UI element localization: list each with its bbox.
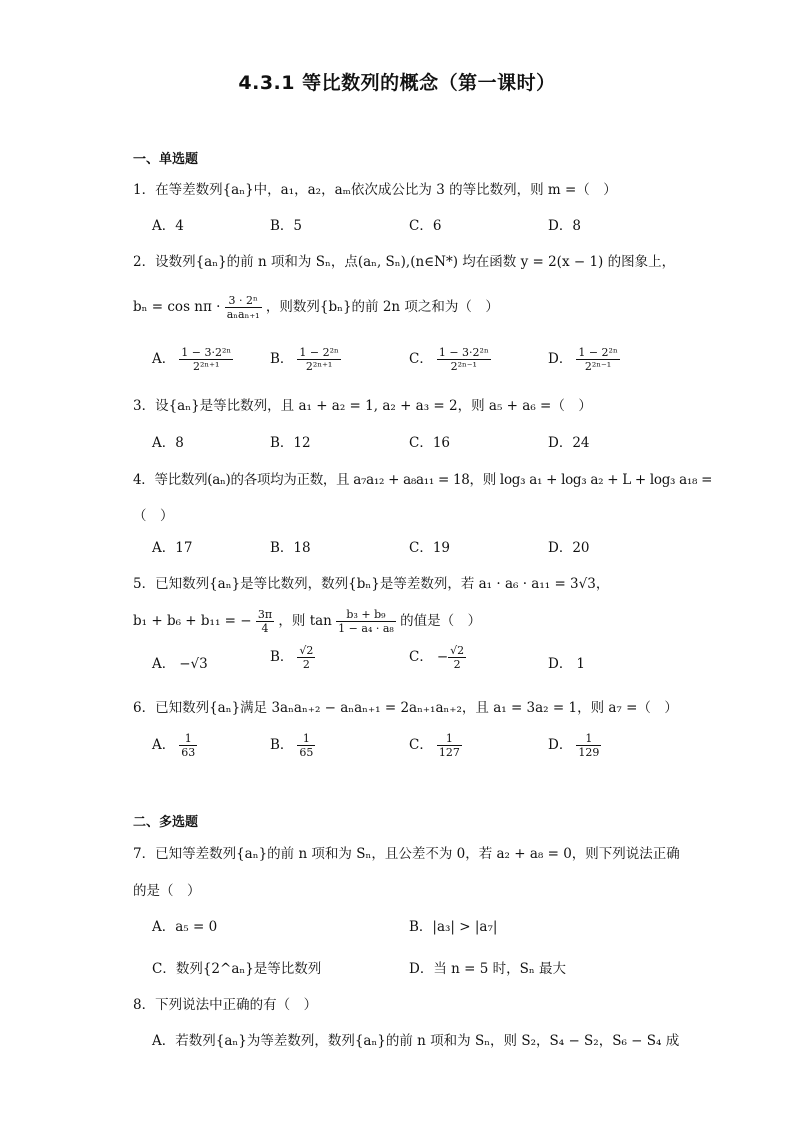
question-1-options xyxy=(152,214,672,244)
q6-option-b xyxy=(270,732,315,759)
section-multi-choice: 二、多选题 xyxy=(133,815,199,830)
q2-option-b-label: B． xyxy=(270,351,294,367)
q5-option-c-sign: − xyxy=(436,649,449,665)
q5-b-sum: b₁ + b₆ + b₁₁ = − xyxy=(133,613,252,629)
question-7-stem-line2: 的是（ ） xyxy=(133,883,201,899)
q6-option-c-label: C． xyxy=(409,737,433,753)
q5-option-c-den: 2 xyxy=(453,658,461,671)
question-3-options xyxy=(152,431,672,461)
q2-option-c xyxy=(409,346,491,373)
q2-option-d xyxy=(548,346,620,373)
question-6-stem: 6．已知数列{aₙ}满足 3aₙaₙ₊₂ − aₙaₙ₊₁ = 2aₙ₊₁aₙ₊₂，且 a₁ = 3a₂ = 1，则 a₇ =（ ） xyxy=(133,700,678,716)
q7-option-d: D．当 n = 5 时，Sₙ 最大 xyxy=(409,961,566,977)
q5-option-c-fraction xyxy=(448,644,466,671)
q5-option-a-label: A． xyxy=(152,656,176,672)
question-5-options xyxy=(152,644,672,682)
q7-option-c: C．数列{2^aₙ}是等比数列 xyxy=(152,961,322,977)
q5-option-a xyxy=(152,652,208,672)
q8-option-a: A．若数列{aₙ}为等差数列，数列{aₙ}的前 n 项和为 Sₙ，则 S₂，S₄ − S₂，S₆ − S₄ 成 xyxy=(152,1033,680,1049)
q5-tan-fraction xyxy=(336,608,396,635)
q4-option-a: A．17 xyxy=(152,540,193,556)
q6-option-b-den: 65 xyxy=(299,746,314,759)
q2-option-d-den: 2²ⁿ⁻¹ xyxy=(584,360,612,373)
q7-option-b: B．|a₃| > |a₇| xyxy=(409,919,498,935)
q2-option-a-label: A． xyxy=(152,351,176,367)
q2-option-a-num: 1 − 3·2²ⁿ xyxy=(181,346,232,359)
question-7-stem-line1: 7．已知等差数列{aₙ}的前 n 项和为 Sₙ，且公差不为 0，若 a₂ + a₈ = 0，则下列说法正确 xyxy=(133,846,680,862)
question-6-options xyxy=(152,732,672,762)
q5-option-d xyxy=(548,652,585,672)
q6-option-b-num: 1 xyxy=(297,732,315,746)
section-single-choice: 一、单选题 xyxy=(133,152,199,167)
q5-option-c-label: C． xyxy=(409,649,433,665)
q2-option-d-num: 1 − 2²ⁿ xyxy=(578,346,618,359)
q5-tan-text: ，则 tan xyxy=(278,613,332,629)
question-7-options-row1 xyxy=(152,915,672,945)
q5-option-b-fraction xyxy=(297,644,315,671)
q2-option-a-den: 2²ⁿ⁺¹ xyxy=(192,360,220,373)
q6-option-d xyxy=(548,732,601,759)
q2-option-b-fraction xyxy=(297,346,340,373)
q7-option-a: A．a₅ = 0 xyxy=(152,919,218,935)
q2-option-d-fraction xyxy=(576,346,619,373)
q5-option-c-num: √2 xyxy=(450,644,465,657)
question-5-stem-line2 xyxy=(133,608,673,635)
question-4-options xyxy=(152,536,672,566)
q4-option-d: D．20 xyxy=(548,540,590,556)
q6-option-c-fraction xyxy=(437,732,462,759)
q6-option-d-den: 129 xyxy=(578,746,600,759)
q2-option-a-fraction xyxy=(179,346,233,373)
q5-option-a-value: −√3 xyxy=(179,656,208,672)
q1-option-a: A．4 xyxy=(152,218,184,234)
q2-option-b-num: 1 − 2²ⁿ xyxy=(299,346,339,359)
q5-option-b xyxy=(270,644,315,671)
q2-option-a xyxy=(152,346,233,373)
q2-bn-numerator: 3 · 2ⁿ xyxy=(225,294,262,308)
q6-option-a-label: A． xyxy=(152,737,176,753)
q2-option-b-den: 2²ⁿ⁺¹ xyxy=(305,360,333,373)
q6-option-a-fraction xyxy=(179,732,197,759)
q6-option-a-num: 1 xyxy=(179,732,197,746)
q2-option-c-label: C． xyxy=(409,351,433,367)
question-1-stem: 1．在等差数列{aₙ}中，a₁，a₂，aₘ依次成公比为 3 的等比数列，则 m =（ ） xyxy=(133,182,617,198)
q1-option-b: B．5 xyxy=(270,218,303,234)
q5-question-suffix: 的值是（ ） xyxy=(400,613,482,629)
q4-option-b: B．18 xyxy=(270,540,311,556)
question-4-stem-line1: 4．等比数列(aₙ)的各项均为正数，且 a₇a₁₂ + a₈a₁₁ = 18，则 log₃ a₁ + log₃ a₂ + L + log₃ a₁₈ = xyxy=(133,472,713,488)
q3-option-c: C．16 xyxy=(409,435,451,451)
q6-option-c xyxy=(409,732,462,759)
q5-tan-den: 1 − a₄ · a₈ xyxy=(338,622,394,635)
q6-option-d-num: 1 xyxy=(576,732,601,746)
question-8-stem: 8．下列说法中正确的有（ ） xyxy=(133,997,318,1013)
q6-option-d-label: D． xyxy=(548,737,573,753)
q6-option-b-fraction xyxy=(297,732,315,759)
q6-option-c-den: 127 xyxy=(438,746,460,759)
q5-option-c xyxy=(409,644,466,671)
q5-pi-den: 4 xyxy=(261,622,269,635)
question-2-stem-line1: 2．设数列{aₙ}的前 n 项和为 Sₙ，点(aₙ, Sₙ),(n∈N*) 均在函数 y = 2(x − 1) 的图象上， xyxy=(133,254,676,270)
q2-option-c-den: 2²ⁿ⁻¹ xyxy=(450,360,477,373)
q2-option-d-label: D． xyxy=(548,351,573,367)
q6-option-b-label: B． xyxy=(270,737,294,753)
q4-option-c: C．19 xyxy=(409,540,451,556)
question-4-stem-line2: （ ） xyxy=(133,508,174,524)
q6-option-c-num: 1 xyxy=(437,732,462,746)
q5-pi-num: 3π xyxy=(257,608,273,621)
q1-option-c: C．6 xyxy=(409,218,442,234)
q2-option-b xyxy=(270,346,341,373)
question-7-options-row2 xyxy=(152,957,672,987)
q5-option-b-label: B． xyxy=(270,649,294,665)
q2-bn-prefix: bₙ = cos nπ · xyxy=(133,299,221,315)
question-5-stem-line1: 5．已知数列{aₙ}是等比数列，数列{bₙ}是等差数列，若 a₁ · a₆ · a₁₁ = 3√3， xyxy=(133,576,610,592)
question-3-stem: 3．设{aₙ}是等比数列，且 a₁ + a₂ = 1, a₂ + a₃ = 2，则 a₅ + a₆ =（ ） xyxy=(133,398,592,414)
q2-option-c-fraction xyxy=(437,346,491,373)
page-title: 4.3.1 等比数列的概念（第一课时） xyxy=(238,72,556,94)
q2-bn-fraction xyxy=(225,294,262,321)
q6-option-d-fraction xyxy=(576,732,601,759)
question-2-options xyxy=(152,346,672,376)
q5-pi-fraction xyxy=(256,608,274,635)
q1-option-d: D．8 xyxy=(548,218,581,234)
q3-option-a: A．8 xyxy=(152,435,184,451)
q2-bn-suffix: ，则数列{bₙ}的前 2n 项之和为（ ） xyxy=(265,299,499,315)
q5-option-d-label: D． xyxy=(548,656,573,672)
q6-option-a-den: 63 xyxy=(181,746,196,759)
q5-option-b-num: √2 xyxy=(299,644,314,657)
q3-option-d: D．24 xyxy=(548,435,590,451)
q6-option-a xyxy=(152,732,197,759)
q2-option-c-num: 1 − 3·2²ⁿ xyxy=(438,346,489,359)
q5-option-d-value: 1 xyxy=(576,656,585,672)
q3-option-b: B．12 xyxy=(270,435,311,451)
q5-tan-num: b₃ + b₉ xyxy=(336,608,396,622)
q5-option-b-den: 2 xyxy=(302,658,310,671)
q2-bn-denominator: aₙaₙ₊₁ xyxy=(226,308,260,321)
question-2-stem-line2 xyxy=(133,294,673,321)
